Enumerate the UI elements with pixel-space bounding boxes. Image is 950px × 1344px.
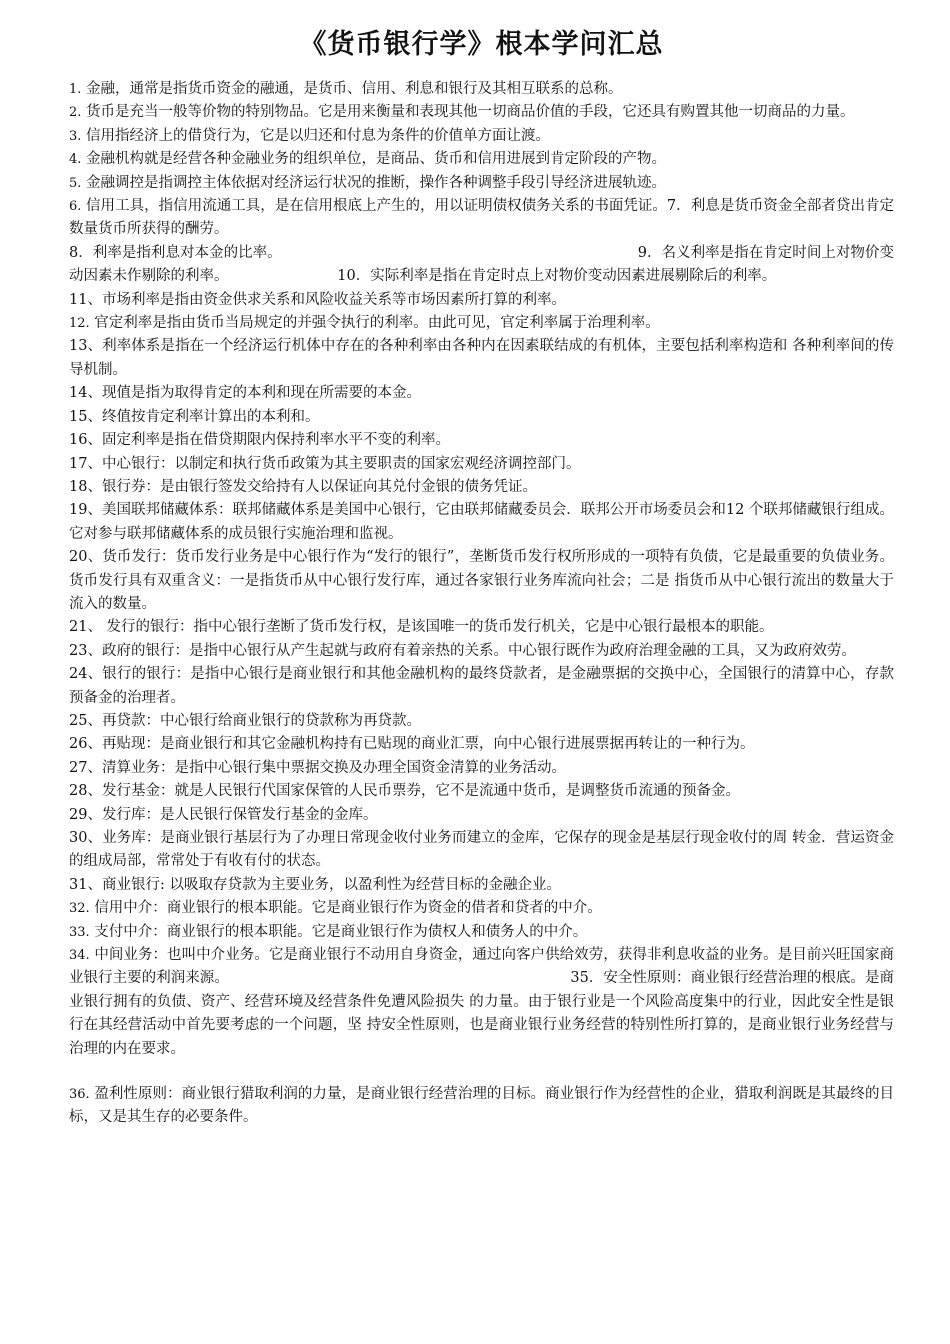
paragraph-number: 1. — [69, 82, 82, 97]
paragraph-text: 14、现值是指为取得肯定的本利和现在所需要的本金。 — [69, 385, 421, 402]
definition-paragraph — [69, 453, 894, 476]
definition-paragraph — [69, 757, 894, 780]
document-body — [69, 78, 894, 1130]
paragraph-number: 34. — [69, 948, 90, 964]
paragraph-text: 19、美国联邦储藏体系：联邦储藏体系是美国中心银行，它由联邦储藏委员会．联邦公开市场委员会和12 个联邦储藏银行组成。它对参与联邦储藏体系的成员银行实施治理和监视。 — [69, 502, 894, 542]
paragraph-text: 18、银行券：是由银行签发交给持有人以保证向其兑付金银的债务凭证。 — [69, 478, 537, 495]
definition-paragraph — [69, 125, 894, 148]
paragraph-number: 33. — [69, 924, 90, 940]
paragraph-text: 信用指经济上的借贷行为，它是以归还和付息为条件的价值单方面让渡。 — [81, 127, 551, 144]
definition-paragraph — [69, 710, 894, 733]
definition-paragraph — [69, 78, 894, 101]
paragraph-text: 信用中介：商业银行的根本职能。它是商业银行作为资金的借者和贷者的中介。 — [89, 900, 602, 917]
paragraph-text: 支付中介：商业银行的根本职能。它是商业银行作为债权人和债务人的中介。 — [89, 923, 588, 940]
paragraph-text: 金融调控是指调控主体依据对经济运行状况的推断，操作各种调整手段引导经济进展轨迹。 — [81, 174, 667, 191]
paragraph-text: 信用工具，指信用流通工具，是在信用根底上产生的，用以证明债权债务关系的书面凭证。7．利息是货币资金全部者贷出肯定数量货币所获得的酬劳。 — [69, 198, 894, 238]
paragraph-text: 货币是充当一般等价物的特别物品。它是用来衡量和表现其他一切商品价值的手段，它还具有购置其他一切商品的力量。 — [81, 104, 855, 121]
paragraph-text: 中间业务：也叫中介业务。它是商业银行不动用自身资金，通过向客户供给效劳，获得非利息收益的业务。是目前兴旺国家商业银行主要的利润来源。 35．安全性原则：商业银行经营治理的根底。是商业银行拥有的负债、资产、经营环境及经营条件免遭风险损失 的力量。由于银行业是一个风险高度集中的行业，因此安全性是银行在其经营活动中首先要考虑的一个问题，坚 持安全性原则，也是商业银行业务经营的特别性所打算的，是商业银行业务经营与治理的内在要求。 — [69, 947, 894, 1057]
paragraph-text: 8．利率是指利息对本金的比率。 9．名义利率是指在肯定时间上对物价变动因素未作剔除的利率。 10．实际利率是指在肯定时点上对物价变动因素进展剔除后的利率。 — [69, 244, 894, 285]
definition-paragraph — [69, 101, 894, 124]
paragraph-text: 金融机构就是经营各种金融业务的组织单位，是商品、货币和信用进展到肯定阶段的产物。 — [81, 151, 667, 168]
paragraph-text: 17、中心银行：以制定和执行货币政策为其主要职责的国家宏观经济调控部门。 — [69, 455, 581, 472]
paragraph-text: 23、政府的银行：是指中心银行从产生起就与政府有着亲热的关系。中心银行既作为政府治理金融的工具，又为政府效劳。 — [69, 642, 856, 659]
definition-paragraph — [69, 335, 894, 382]
paragraph-text: 11、市场利率是指由资金供求关系和风险收益关系等市场因素所打算的利率。 — [69, 291, 566, 308]
paragraph-text: 26、再贴现：是商业银行和其它金融机构持有已贴现的商业汇票，向中心银行进展票据再转让的一种行为。 — [69, 736, 755, 753]
paragraph-number: 32. — [69, 901, 90, 917]
paragraph-text: 13、利率体系是指在一个经济运行机体中存在的各种利率由各种内在因素联结成的有机体，主要包括利率构造和 各种利率间的传导机制。 — [69, 338, 894, 378]
paragraph-text: 20、货币发行：货币发行业务是中心银行作为“发行的银行”，垄断货币发行权所形成的一项特有负债，它是最重要的负债业务。货币发行具有双重含义：一是指货币从中心银行发行库，通过各家银行业务库流向社会；二是 指货币从中心银行流出的数量大于流入的数量。 — [69, 549, 894, 612]
definition-paragraph — [69, 944, 894, 1061]
definition-paragraph — [69, 897, 894, 920]
paragraph-number: 36. — [69, 1087, 90, 1103]
paragraph-number: 5. — [69, 175, 82, 191]
definition-paragraph — [69, 429, 894, 452]
definition-paragraph — [69, 921, 894, 944]
paragraph-text: 盈利性原则：商业银行猎取利润的力量，是商业银行经营治理的目标。商业银行作为经营性的企业，猎取利润既是其最终的目标，又是其生存的必要条件。 — [69, 1086, 894, 1126]
definition-paragraph — [69, 804, 894, 827]
paragraph-text: 金融，通常是指货币资金的融通，是货币、信用、利息和银行及其相互联系的总称。 — [81, 81, 623, 97]
paragraph-number: 4. — [69, 152, 82, 168]
definition-paragraph — [69, 242, 894, 289]
paragraph-text: 15、终值按肯定利率计算出的本利和。 — [69, 408, 320, 425]
paragraph-text: 21、 发行的银行：指中心银行垄断了货币发行权，是该国唯一的货币发行机关，它是中心银行最根本的职能。 — [69, 619, 774, 636]
document-title: 《货币银行学》根本学问汇总 — [299, 29, 664, 60]
definition-paragraph — [69, 312, 894, 335]
definition-paragraph — [69, 382, 894, 405]
paragraph-text: 25、再贷款：中心银行给商业银行的贷款称为再贷款。 — [69, 712, 421, 729]
document-page — [69, 22, 894, 1130]
definition-paragraph — [69, 499, 894, 546]
paragraph-number: 12. — [69, 316, 90, 332]
definition-paragraph — [69, 616, 894, 639]
paragraph-text: 28、发行基金：就是人民银行代国家保管的人民币票券，它不是流通中货币，是调整货币流通的预备金。 — [69, 783, 740, 800]
paragraph-text: 29、发行库：是人民银行保管发行基金的金库。 — [69, 806, 378, 823]
definition-paragraph — [69, 195, 894, 242]
definition-paragraph — [69, 640, 894, 663]
definition-paragraph — [69, 1083, 894, 1130]
definition-paragraph — [69, 546, 894, 616]
paragraph-text: 官定利率是指由货币当局规定的并强令执行的利率。由此可见，官定利率属于治理利率。 — [89, 315, 660, 332]
paragraph-text: 24、银行的银行：是指中心银行是商业银行和其他金融机构的最终贷款者，是金融票据的交换中心，全国银行的清算中心，存款预备金的治理者。 — [69, 666, 894, 706]
paragraph-text: 27、清算业务：是指中心银行集中票据交换及办理全国资金清算的业务活动。 — [69, 759, 566, 776]
definition-paragraph — [69, 476, 894, 499]
definition-paragraph — [69, 406, 894, 429]
definition-paragraph — [69, 172, 894, 195]
paragraph-number: 2. — [69, 105, 82, 121]
definition-paragraph — [69, 780, 894, 803]
paragraph-text: 30、业务库：是商业银行基层行为了办理日常现金收付业务而建立的金库，它保存的现金是基层行现金收付的周 转金．营运资金的组成局部，常常处于有收有付的状态。 — [69, 830, 894, 870]
definition-paragraph — [69, 148, 894, 171]
definition-paragraph — [69, 289, 894, 312]
paragraph-text: 31、商业银行: 以吸取存贷款为主要业务，以盈利性为经营目标的金融企业。 — [69, 876, 561, 893]
definition-paragraph — [69, 827, 894, 874]
definition-paragraph — [69, 874, 894, 897]
paragraph-number: 6. — [69, 199, 82, 215]
paragraph-gap — [69, 1061, 894, 1083]
definition-paragraph — [69, 663, 894, 710]
paragraph-number: 3. — [69, 128, 82, 144]
definition-paragraph — [69, 733, 894, 756]
paragraph-text: 16、固定利率是指在借贷期限内保持利率水平不变的利率。 — [69, 432, 450, 449]
